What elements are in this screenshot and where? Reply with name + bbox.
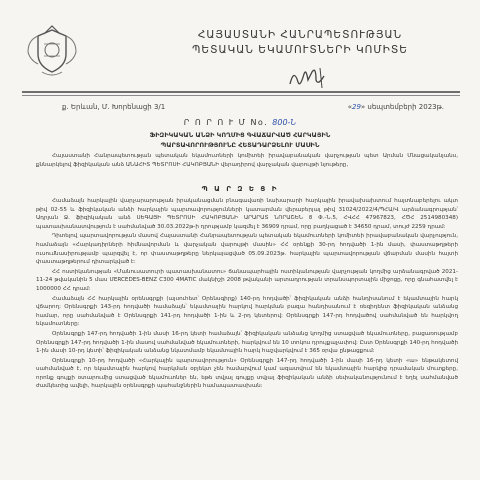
date-day-handwritten: 29 [352, 103, 361, 111]
findings-body [36, 197, 458, 392]
findings-paragraph: ՀՀ ոստիկանության «Մանուսատուրի պատասխանատու» ճանապարհային ոստիկանության վարչության կողմից արձանագրված 2021-11-24 թվականին 5 մաս ՄERCEDES-BENZ C300 4MATIC մակնիշի 2008 թվականի արտադրության տրանսպորտային միջոցը, որը գնահատվել է 1000000 ՀՀ դրամ: [36, 268, 458, 292]
issuing-authority-header [140, 28, 460, 58]
coat-of-arms-emblem [22, 20, 82, 80]
findings-paragraph: Համաձայն ՀՀ հարկային օրենսգրքի (այսուհետ՝ Օրենսգիրք) 140-րդ հոդվածի՝ ֆիզիկական անձի հանդիսանում է եկամտային հարկ վճարող: Օրենսգրքի 143-րդ հոդվածի համաձայն՝ եկամտային հարկով հարկման բազա հանդիսանում է ռեզիդենտ ֆիզիկական անձանց համար, որը սահմանված է Օրենսգրքի 141-րդ հոդվածի 1-ին և 2-րդ կետերով: Օրենսգրքի 147-րդ հոդվածով սահմանված են հարկվող եկամուտները: [36, 295, 458, 328]
findings-paragraph: Համաձայն հարկային վարչարարության իրականացման բնագավառի նախարարի հարկային իրավախախտում հայտնաբերելու ակտ թիվ 02-55 և ֆիզիկական անձի հարկային պարտավորությունների կատարման վերաբերյալ թիվ 31024/2022/4/ՊՀԱ/Վ արձանագրության՝ Ադրյան Ջ. ֆիզիկական անձ ՍԵԳԱՅԻ ՊԵՏՐՈՍԻ ՀԱԿՈԲՅԱՆԻ ԱՐԱՐԱՏ ՆՈՐԱՇԵՆ 8 Փ.-Ն.5, ՀՎՀՀ 47967823, ՀԾՀ 2514980348) պատասխանատվություն է սահմանված 30.03.2022թ-ի դրությամբ կազմել է 36909 դրամ, որը բաղկացած է 34650 դրամ, տույժ 2259 դրամ: [36, 198, 458, 230]
findings-paragraph: Օրենսգրքի 147-րդ հոդվածի 1-ին մասի 16-րդ կետի համաձայն՝ ֆիզիկական անձանց կողմից ստացված եկամուտները, բացառությամբ Օրենսգրքի 147-րդ հոդվածի 1-ին մասով սահմանված եկամուտների, հարկվում են 10 տոկոս դրույքաչափով: Ըստ Օրենսգրքի 140-րդ հոդվածի 1-ին մասի 10-րդ կետի՝ ֆիզիկական անձանց նկատմամբ եկամտային հարկ հաշվարկվում է 365 օրվա ընթացքում: [36, 330, 458, 355]
order-subject [0, 130, 480, 150]
header-divider-thin [22, 95, 460, 96]
header-divider-thick [22, 91, 460, 93]
subject-line-2: ՊԱՐՏԱՎՈՐՈՒԹՅՈՒՆԸ ՀԵՏԱԴԱՐՁԵԼՈՒ ՄԱՍԻՆ [160, 141, 320, 149]
header-line-1: ՀԱՅԱՍՏԱՆԻ ՀԱՆՐԱՊԵՏՈՒԹՅԱՆ [197, 29, 403, 41]
findings-heading: Պ Ա Ր Զ Ե Ց Ի [201, 185, 279, 193]
findings-paragraph: Դիտելով պարտավորության մասով Հայաստանի Հանրապետության պետական եկամուտների կոմիտեի իրավաբանական վարչություն, համաձայն «Հարկադիրների հիմնավորման և վարչական վարույթի մասին» ՀՀ օրենքի 30-րդ հոդվածի 1-ին մասի, փաստաթղթերի ուսումնասիրությամբ պարզվել է, որ փաստաթղթերը ներկայացված 05.09.2023թ. հարկային պարտավորության վճարման մասին հայտի փաստաթղթերում դիտարկված է: [36, 233, 458, 266]
header-line-2: ՊԵՏԱԿԱՆ ԵԿԱՄՈՒՏՆԵՐԻ ԿՈՄԻՏԵ [192, 44, 408, 56]
document-date: «29» սեպտեմբերի 2023թ. [347, 103, 444, 111]
issuing-location: ք. Երևան, Մ. Խորենացի 3/1 [62, 103, 166, 111]
order-number: 800-Ն [272, 118, 297, 127]
order-title [0, 118, 480, 127]
findings-paragraph: Օրենսգրքի 10-րդ հոդվածի «Հարկային պարտավորություն» Օրենսգրքի 147-րդ հոդվածի 1-ին մասի 16-րդ կետի «ա» ենթակետով սահմանված է, որ եկամտային հարկով հարկման օբյեկտ չեն համարվում կամ ազատվում են եկամտային հարկից դրամական մուտքերը, որոնք գույքի օտարումից ստացված եկամուտներ են, եթե տվյալ գույքը տվյալ ֆիզիկական անձի սեփականությունում է եղել սահմանված ժամկետից ավելի, հարկային օրենսգրքի պահանջներին համապատասխան: [36, 357, 458, 390]
subject-line-1: ՖԻԶԻԿԱԿԱՆ ԱՆՁԻ ԿՈՂՄԻՑ ԳՎԱՃԱՐՎԱԾ ՀԱՐԿԱՅԻՆ [149, 131, 331, 139]
intro-paragraph [36, 152, 458, 170]
handwritten-signature [286, 62, 330, 92]
order-label: Ր Ո Ր Ո Ւ Մ No. [183, 118, 269, 127]
intro-text: Հայաստանի Հանրապետության պետական եկամուտների կոմիտեի իրավաբանական վարչության պետ Արման Մնացականյանս, քննարկելով ֆիզիկական անձ ԱՆԱՀԻՏ ՊԵՏՐՈՍԻ ՀԱԿՈԲՅԱՆԻ վերադիրով վարչական վարույթի նյութերը, [36, 153, 458, 168]
